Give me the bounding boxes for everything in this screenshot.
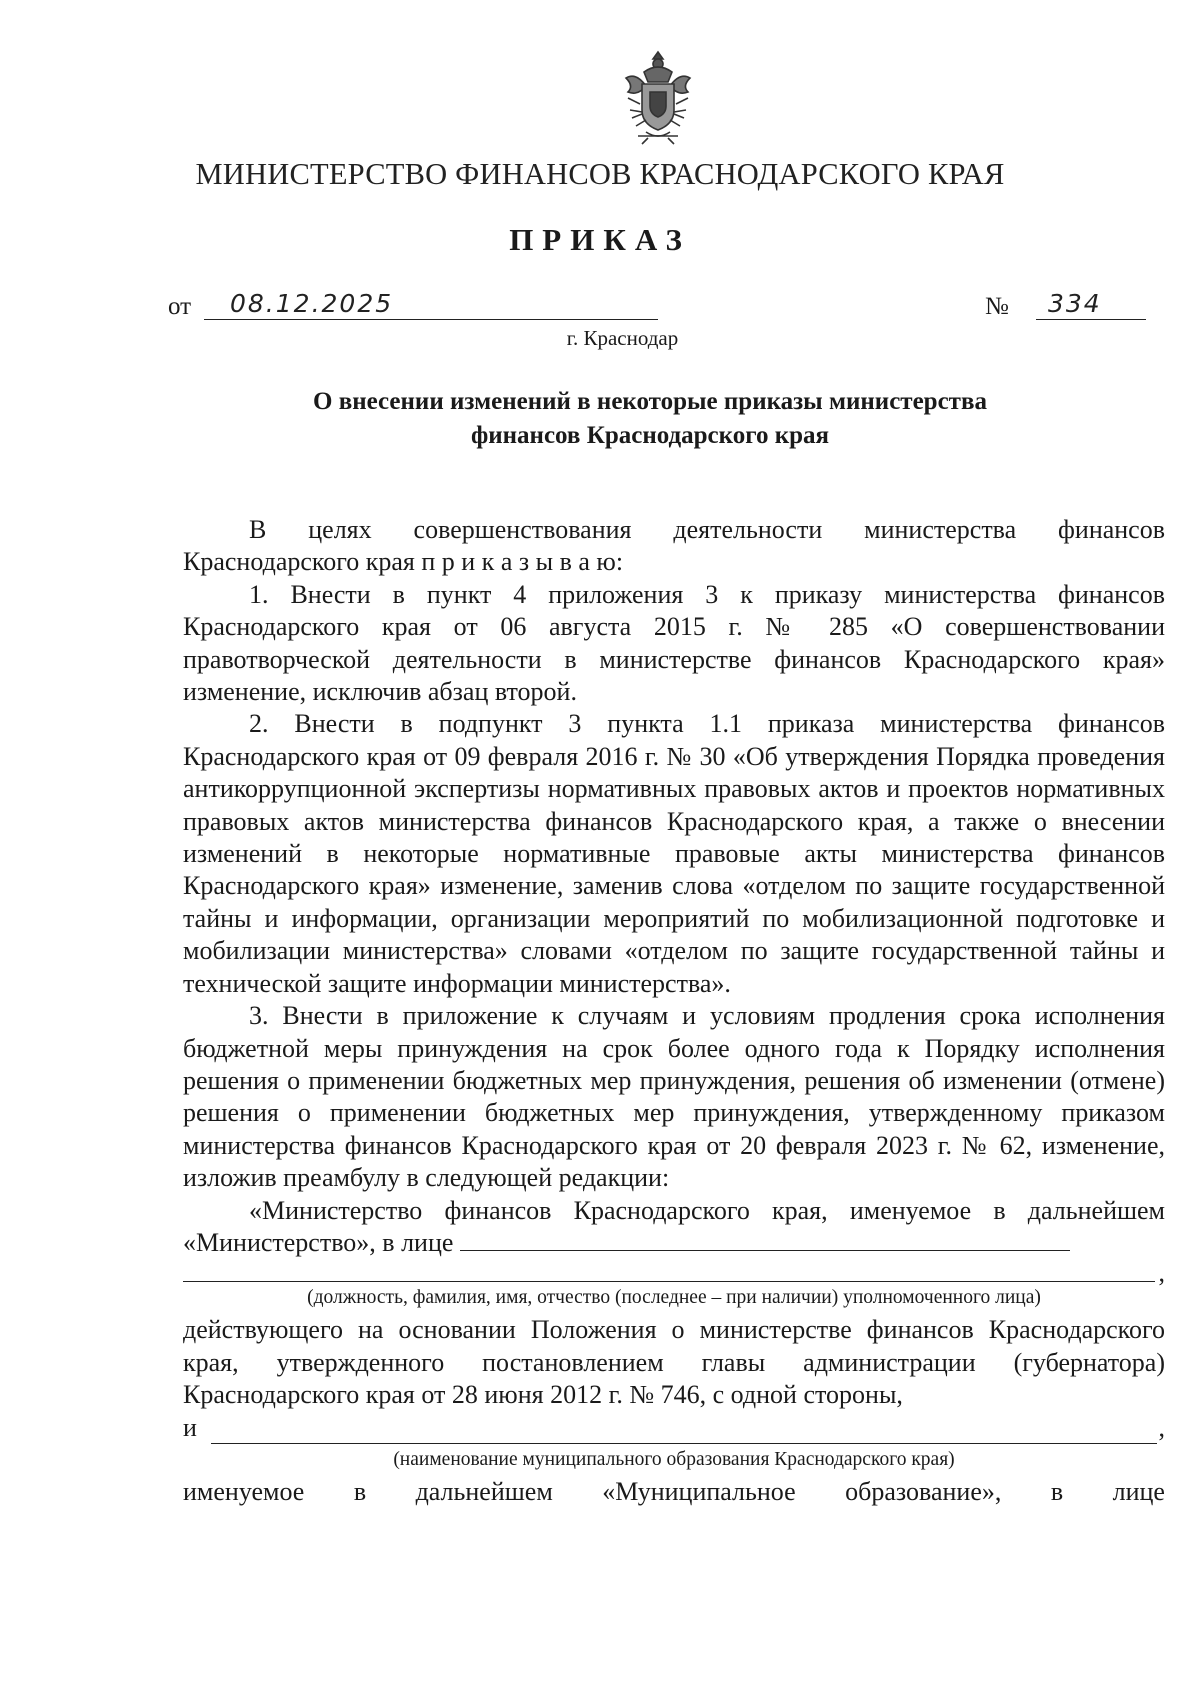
comma: , [1158, 1257, 1165, 1287]
order-title: ПРИКАЗ [509, 222, 691, 257]
item-2: 2. Внести в подпункт 3 пункта 1.1 приказа министерства финансов Краснодарского края от 09 февраля 2016 г. № 30 «Об утверждения Порядка проведения антикоррупционной экспертизы нормативных правовых актов и проектов нормативных правовых актов министерства финансов Краснодарского края, а также о внесении изменений в некоторые нормативные правовые акты министерства финансов Краснодарского края» изменение, заменив слова «отделом по защите государственной тайны и информации, организации мероприятий по мобилизационной подготовке и мобилизации министерства» словами «отделом по защите государственной тайны и технической защите информации министерства». [183, 709, 1165, 998]
order-date-number-row [168, 289, 1148, 327]
and-label: и [183, 1412, 197, 1442]
date-underline [204, 319, 658, 320]
subject-line-2: финансов Краснодарского края [470, 422, 830, 449]
date-label: от [168, 293, 192, 320]
representative-fill-line [460, 1250, 1070, 1251]
order-number: 334 [1048, 289, 1102, 318]
caption-official: (должность, фамилия, имя, отчество (последнее – при наличии) уполномоченного лица) [307, 1287, 1041, 1309]
item-1: 1. Внести в пункт 4 приложения 3 к приказу министерства финансов Краснодарского края от 06 августа 2015 г. № 285 «О совершенствовании правотворческой деятельности в министерстве финансов Краснодарского края» изменение, исключив абзац второй. [183, 579, 1165, 707]
municipality-line [183, 1412, 1165, 1444]
last-word: лице [1112, 1476, 1165, 1506]
ministry-name: МИНИСТЕРСТВО ФИНАНСОВ КРАСНОДАРСКОГО КРАЯ [195, 157, 1005, 191]
last-word: образование», [845, 1476, 1002, 1506]
municipality-fill-line [211, 1419, 1157, 1444]
number-label: № [985, 293, 1009, 320]
coat-of-arms-icon [618, 48, 698, 146]
order-date: 08.12.2025 [230, 289, 394, 318]
last-word: именуемое [183, 1476, 305, 1506]
number-underline [1036, 319, 1146, 320]
full-fill-line [183, 1257, 1165, 1287]
subject-line-1: О внесении изменений в некоторые приказы министерства [313, 388, 987, 415]
continuation-paragraph: действующего на основании Положения о министерстве финансов Краснодарского края, утвержденного постановлением главы администрации (губернатора) Краснодарского края от 28 июня 2012 г. № 746, с одной стороны, [183, 1315, 1165, 1410]
last-word: в [353, 1476, 367, 1506]
full-fill-line-wrap [183, 1257, 1165, 1287]
comma-2: , [1158, 1412, 1165, 1442]
city: г. Краснодар [566, 326, 679, 350]
last-word: в [1050, 1476, 1064, 1506]
last-word: дальнейшем [415, 1476, 553, 1506]
caption-municipality: (наименование муниципального образования Краснодарского края) [393, 1448, 955, 1470]
intro-paragraph: В целях совершенствования деятельности министерства финансов Краснодарского края п р и к а з ы в а ю: [183, 515, 1165, 577]
item-3: 3. Внести в приложение к случаям и условиям продления срока исполнения бюджетной меры принуждения на срок более одного года к Порядку исполнения решения о применении бюджетных мер принуждения, решения об изменении (отмене) решения о применении бюджетных мер принуждения, утвержденному приказом министерства финансов Краснодарского края от 20 февраля 2023 г. № 62, изменение, изложив преамбулу в следующей редакции: [183, 1001, 1165, 1193]
order-subject [230, 385, 1070, 453]
quote-start [183, 1195, 1165, 1260]
last-word: «Муниципальное [602, 1476, 796, 1506]
order-body [183, 514, 1165, 1508]
last-line [183, 1476, 1165, 1508]
quote-text: «Министерство финансов Краснодарского края, именуемое в дальнейшем «Министерство», в лице [183, 1195, 1165, 1257]
